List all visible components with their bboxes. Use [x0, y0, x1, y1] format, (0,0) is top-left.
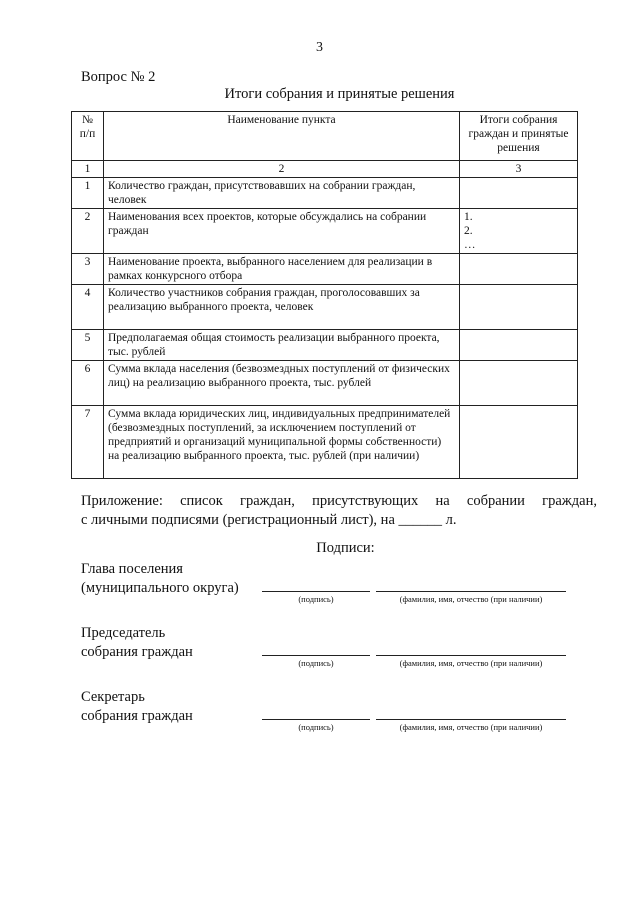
appendix-line2-prefix: с личными подписями (регистрационный лист), на: [81, 512, 395, 528]
row-result[interactable]: [460, 361, 578, 406]
table-row: [72, 178, 578, 209]
role-secretary: [81, 688, 193, 726]
row-name: Количество граждан, присутствовавших на собрании граждан, человек: [104, 178, 460, 209]
row-result[interactable]: [460, 330, 578, 361]
row-num: 4: [72, 285, 104, 330]
appendix-line1: Приложение: список граждан, присутствующих на собрании граждан,: [81, 493, 597, 509]
row-result[interactable]: [460, 254, 578, 285]
role-line1: Секретарь: [81, 689, 145, 705]
result-line: 1.: [464, 211, 473, 223]
table-row: [72, 254, 578, 285]
row-num: 7: [72, 406, 104, 479]
name-caption: (фамилия, имя, отчество (при наличии): [399, 658, 543, 668]
result-line: …: [464, 239, 476, 251]
table-row: [72, 285, 578, 330]
row-name: Сумма вклада населения (безвозмездных поступлений от физических лиц) на реализацию выбранного проекта, тыс. рублей: [104, 361, 460, 406]
row-result[interactable]: [460, 285, 578, 330]
table-row: [72, 330, 578, 361]
page-number: 3: [316, 40, 323, 55]
role-line2: собрания граждан: [81, 644, 193, 660]
signature-line[interactable]: [262, 719, 370, 720]
table-row: [72, 209, 578, 254]
row-num: 6: [72, 361, 104, 406]
row-num: 3: [72, 254, 104, 285]
table-row: [72, 361, 578, 406]
row-name: Наименования всех проектов, которые обсуждались на собрании граждан: [104, 209, 460, 254]
row-result[interactable]: [460, 406, 578, 479]
row-result[interactable]: [460, 178, 578, 209]
result-line: 2.: [464, 225, 473, 237]
row-name: Наименование проекта, выбранного населением для реализации в рамках конкурсного отбора: [104, 254, 460, 285]
signature-line[interactable]: [262, 591, 370, 592]
signature-line[interactable]: [262, 655, 370, 656]
name-caption: (фамилия, имя, отчество (при наличии): [399, 722, 543, 732]
appendix-line2-suffix: л.: [445, 512, 457, 528]
appendix-sheet-count-blank[interactable]: ______: [398, 512, 443, 528]
name-line[interactable]: [376, 591, 566, 592]
header-result: Итоги собрания граждан и принятые решения: [460, 112, 578, 161]
signature-caption: (подпись): [298, 722, 334, 732]
table-row: [72, 406, 578, 479]
header-name: Наименование пункта: [104, 112, 460, 161]
table-title: Итоги собрания и принятые решения: [224, 86, 455, 102]
role-line1: Глава поселения: [81, 561, 183, 577]
question-label: Вопрос № 2: [81, 69, 156, 85]
results-table: [71, 111, 578, 479]
name-line[interactable]: [376, 655, 566, 656]
name-line[interactable]: [376, 719, 566, 720]
row-name: Сумма вклада юридических лиц, индивидуальных предпринимателей (безвозмездных поступлений, за исключением поступлений от предприятий и организаций муниципальной формы собственности) на реализацию выбранного проекта, тыс. рублей (при наличии): [104, 406, 460, 479]
appendix: [81, 492, 597, 530]
row-num: 5: [72, 330, 104, 361]
role-chairman: [81, 624, 193, 662]
row-num: 2: [72, 209, 104, 254]
signature-caption: (подпись): [298, 658, 334, 668]
signature-caption: (подпись): [298, 594, 334, 604]
role-head: [81, 560, 239, 598]
row-result[interactable]: [460, 209, 578, 254]
role-line2: собрания граждан: [81, 708, 193, 724]
header-num: № п/п: [72, 112, 104, 161]
row-name: Количество участников собрания граждан, проголосовавших за реализацию выбранного проекта, человек: [104, 285, 460, 330]
table-header-row: [72, 112, 578, 161]
role-line1: Председатель: [81, 625, 166, 641]
col-number-3: 3: [460, 161, 578, 178]
role-line2: (муниципального округа): [81, 580, 239, 596]
col-number-2: 2: [104, 161, 460, 178]
column-number-row: [72, 161, 578, 178]
row-name: Предполагаемая общая стоимость реализации выбранного проекта, тыс. рублей: [104, 330, 460, 361]
col-number-1: 1: [72, 161, 104, 178]
row-num: 1: [72, 178, 104, 209]
signatures-title: Подписи:: [316, 540, 375, 556]
name-caption: (фамилия, имя, отчество (при наличии): [399, 594, 543, 604]
